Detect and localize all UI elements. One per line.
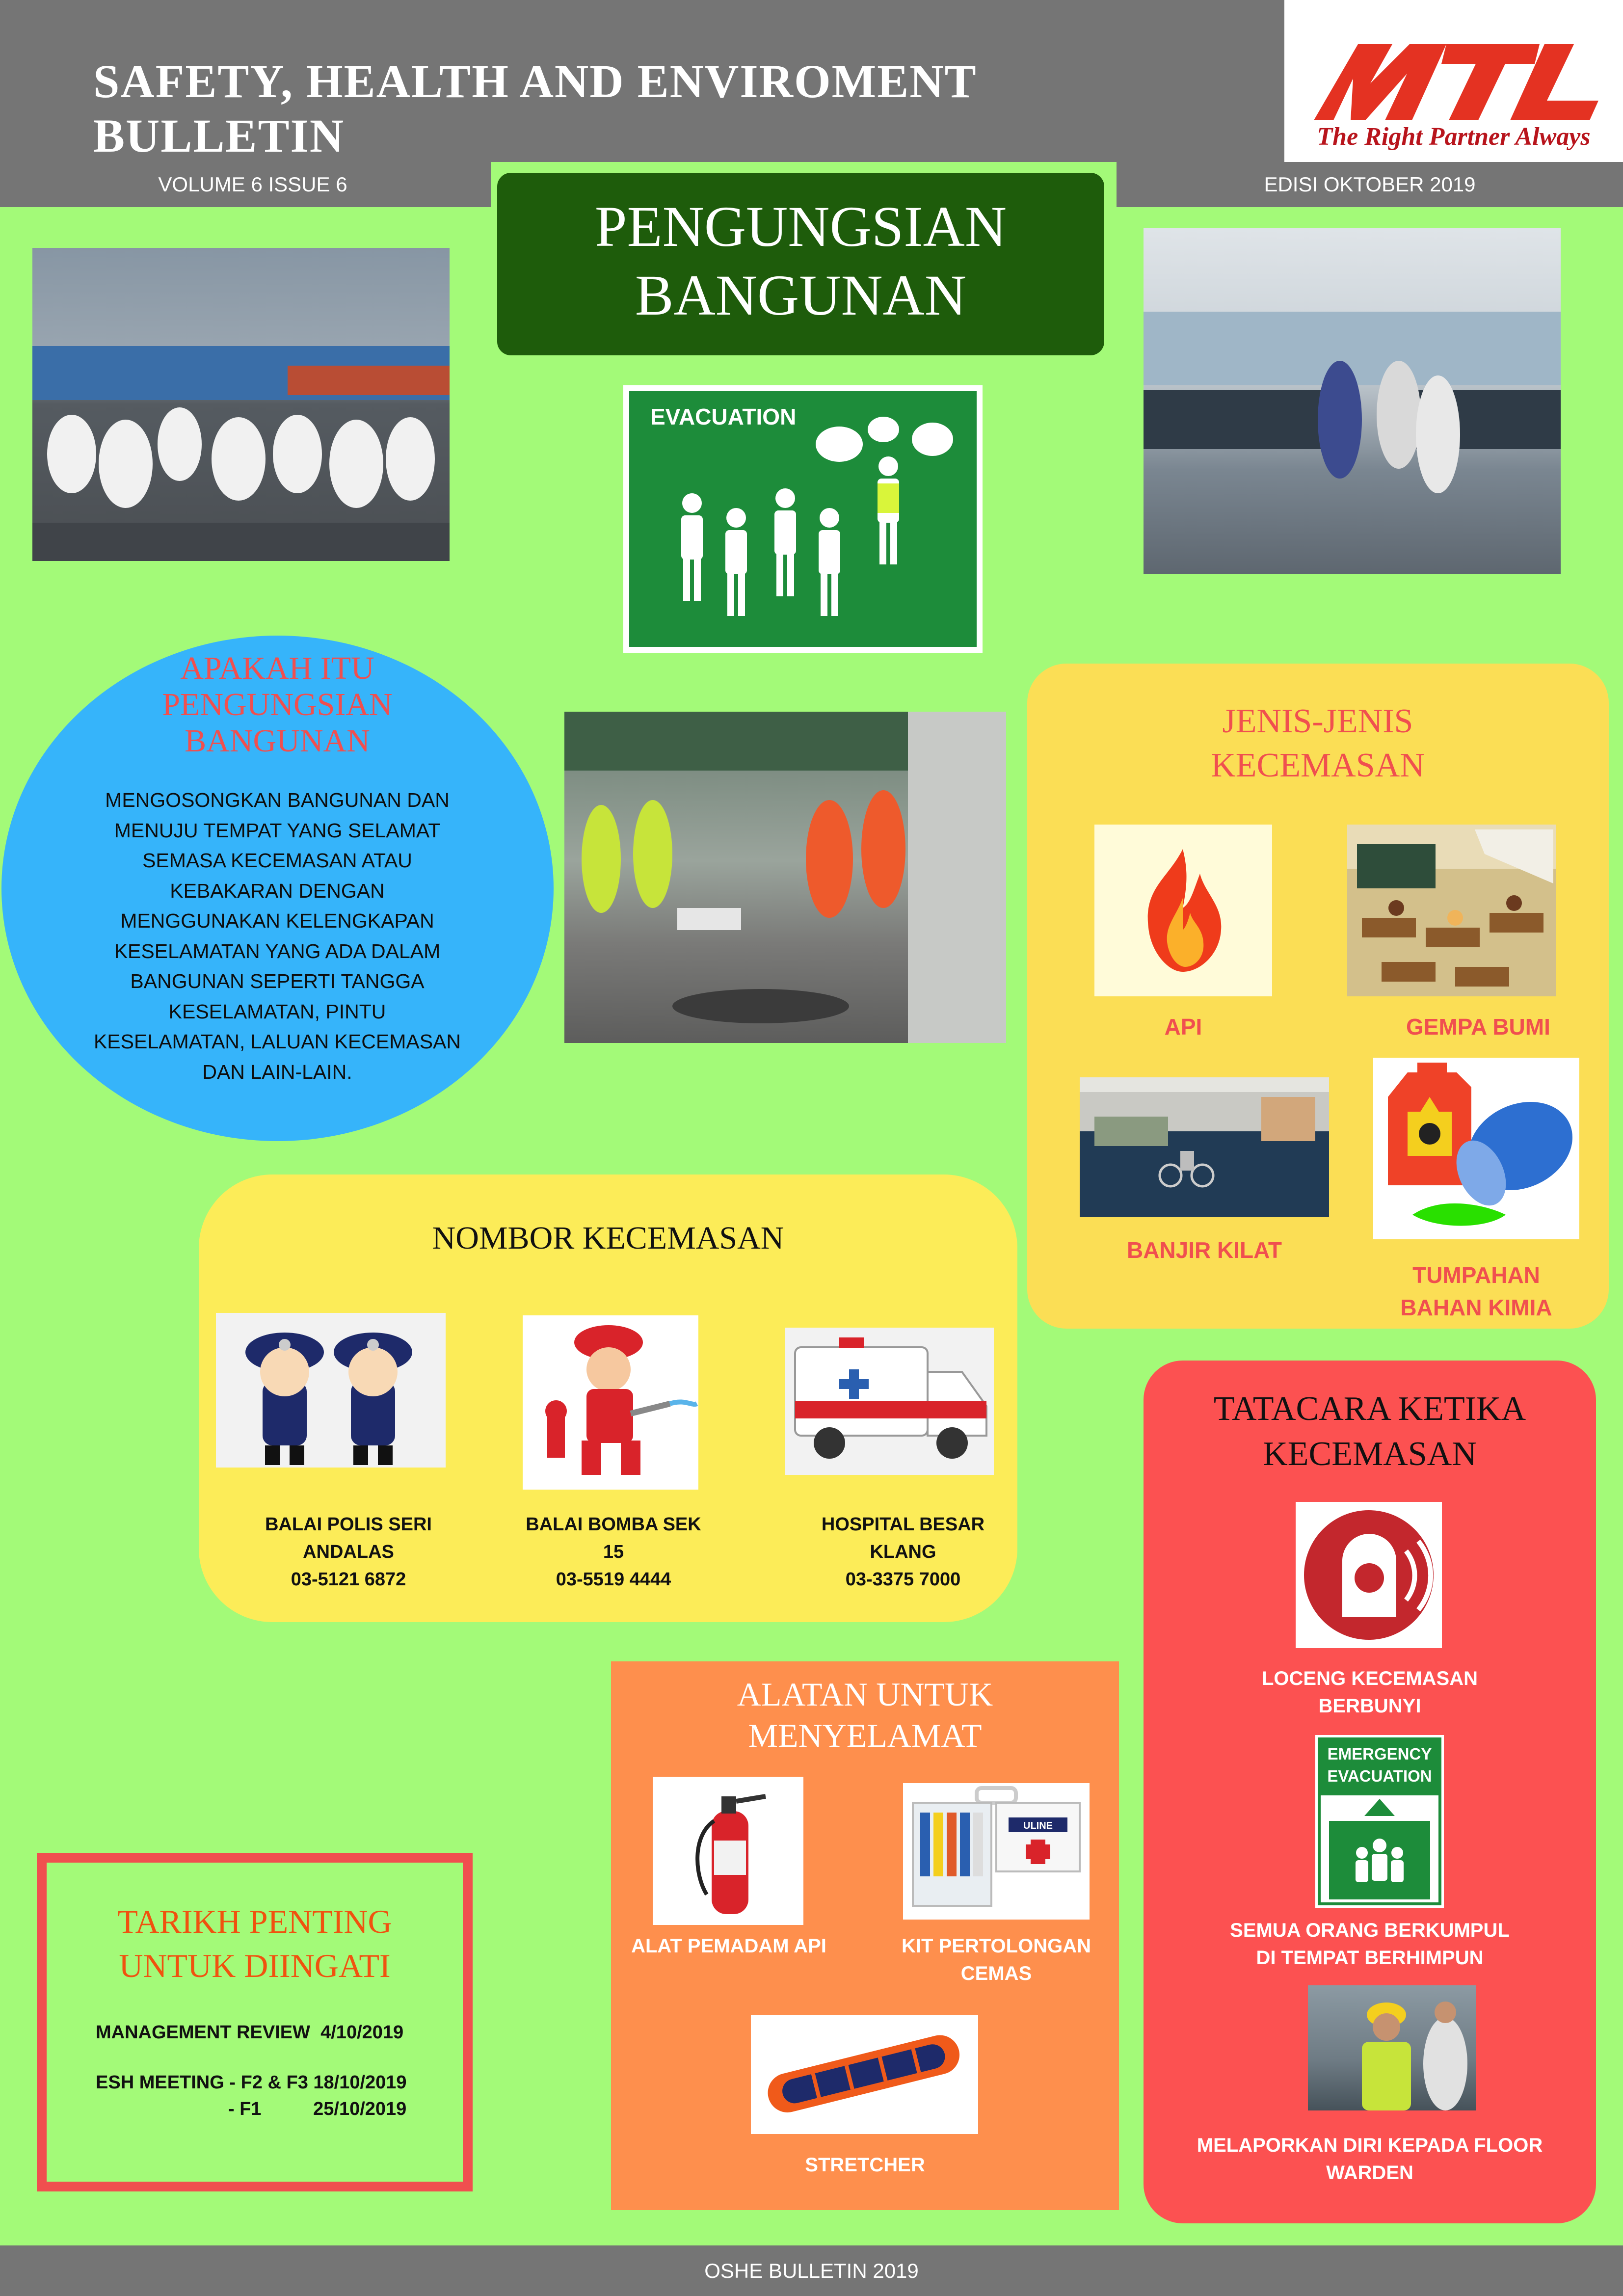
svg-text:ULINE: ULINE xyxy=(1023,1820,1053,1831)
volume-label: VOLUME 6 ISSUE 6 xyxy=(158,173,347,196)
office-drill-photo xyxy=(1144,228,1561,574)
company-logo xyxy=(1284,0,1623,162)
step-assembly-line2: DI TEMPAT BERHIMPUN xyxy=(1256,1947,1484,1969)
procedure-heading-line1: TATACARA KETIKA xyxy=(1213,1390,1526,1428)
svg-text:EVACUATION: EVACUATION xyxy=(650,404,797,429)
flood-icon xyxy=(1080,1077,1329,1217)
hospital-name-line2: KLANG xyxy=(870,1542,936,1562)
fire-extinguisher-icon xyxy=(653,1777,803,1925)
definition-line: KESELAMATAN, PINTU xyxy=(168,1000,386,1023)
step-alarm-line1: LOCENG KECEMASAN xyxy=(1261,1668,1478,1689)
important-dates-row1: MANAGEMENT REVIEW 4/10/2019 xyxy=(96,2022,404,2043)
rescue-tools-heading-line1: ALATAN UNTUK xyxy=(737,1676,993,1713)
definition-line: DAN LAIN-LAIN. xyxy=(202,1060,352,1083)
volume-bar xyxy=(0,162,491,207)
step-assembly-caption xyxy=(1144,1917,1596,1972)
police-contact xyxy=(245,1511,452,1593)
fire-station-contact xyxy=(510,1511,717,1593)
definition-heading-line2: PENGUNGSIAN xyxy=(162,687,393,722)
police-name-line1: BALAI POLIS SERI xyxy=(265,1514,432,1535)
rescue-tools-heading-line2: MENYELAMAT xyxy=(748,1717,982,1754)
tool-stretcher-label: STRETCHER xyxy=(805,2154,925,2176)
definition-heading xyxy=(98,650,456,759)
alarm-bell-icon xyxy=(1296,1502,1442,1648)
tool-first-aid-line2: CEMAS xyxy=(960,1963,1032,1984)
type-fire-label: API xyxy=(1164,1014,1202,1040)
important-dates-heading xyxy=(37,1899,473,1988)
emergency-types-heading xyxy=(1090,699,1546,788)
footer-text: OSHE BULLETIN 2019 xyxy=(704,2259,919,2282)
definition-line: KEBAKARAN DENGAN xyxy=(170,879,385,902)
assembly-photo xyxy=(32,248,450,561)
warden-photo xyxy=(1308,1985,1476,2110)
first-aid-kit-icon xyxy=(903,1783,1090,1920)
type-flood-label: BANJIR KILAT xyxy=(1126,1237,1282,1263)
bulletin-title: SAFETY, HEALTH AND ENVIROMENT BULLETIN xyxy=(93,55,976,162)
evacuation-sign xyxy=(623,385,983,653)
type-chemical-label xyxy=(1373,1259,1579,1324)
emergency-numbers-heading: NOMBOR KECEMASAN xyxy=(432,1220,784,1256)
rescue-tools-heading xyxy=(611,1674,1119,1756)
definition-line: MENGOSONGKAN BANGUNAN DAN xyxy=(105,789,450,811)
firefighter-icon xyxy=(523,1315,698,1490)
type-chemical-label-line2: BAHAN KIMIA xyxy=(1400,1295,1552,1320)
edition-bar xyxy=(1117,162,1623,207)
fire-icon xyxy=(1094,825,1272,996)
emergency-types-heading-line1: JENIS-JENIS xyxy=(1222,702,1413,740)
svg-text:EVACUATION: EVACUATION xyxy=(1327,1767,1432,1785)
fire-station-phone: 03-5519 4444 xyxy=(556,1569,671,1590)
police-phone: 03-5121 6872 xyxy=(291,1569,406,1590)
definition-body xyxy=(49,785,506,1087)
step-report-caption xyxy=(1144,2132,1596,2187)
step-alarm-line2: BERBUNYI xyxy=(1318,1695,1421,1717)
definition-line: BANGUNAN SEPERTI TANGGA xyxy=(130,970,425,992)
earthquake-icon xyxy=(1347,825,1556,996)
hospital-name-line1: HOSPITAL BESAR xyxy=(821,1514,985,1535)
main-title-line1: PENGUNGSIAN xyxy=(594,194,1007,259)
definition-line: KESELAMATAN, LALUAN KECEMASAN xyxy=(93,1030,461,1053)
definition-line: KESELAMATAN YANG ADA DALAM xyxy=(114,939,441,962)
assembly-point-sign xyxy=(1315,1735,1444,1908)
edition-label: EDISI OKTOBER 2019 xyxy=(1264,173,1476,196)
fire-station-name-line2: 15 xyxy=(603,1542,624,1562)
step-report-line2: WARDEN xyxy=(1326,2162,1413,2184)
procedure-heading xyxy=(1144,1387,1596,1477)
important-dates-heading-line2: UNTUK DIINGATI xyxy=(119,1947,391,1984)
first-aid-drill-photo xyxy=(564,712,1006,1043)
definition-line: MENGGUNAKAN KELENGKAPAN xyxy=(120,909,434,932)
definition-line: SEMASA KECEMASAN ATAU xyxy=(142,849,412,872)
police-name-line2: ANDALAS xyxy=(303,1542,394,1562)
tool-first-aid-line1: KIT PERTOLONGAN xyxy=(902,1935,1091,1957)
tool-first-aid-label xyxy=(883,1932,1109,1987)
police-icon xyxy=(216,1313,446,1468)
hospital-phone: 03-3375 7000 xyxy=(845,1569,961,1590)
important-dates-heading-line1: TARIKH PENTING xyxy=(117,1903,392,1940)
type-chemical-label-line1: TUMPAHAN xyxy=(1412,1262,1540,1288)
step-assembly-line1: SEMUA ORANG BERKUMPUL xyxy=(1230,1920,1510,1941)
important-dates-row3: - F1 25/10/2019 xyxy=(228,2099,407,2119)
hospital-contact xyxy=(800,1511,1006,1593)
emergency-types-heading-line2: KECEMASAN xyxy=(1211,747,1425,784)
tool-extinguisher-label: ALAT PEMADAM API xyxy=(631,1935,826,1957)
footer-bar xyxy=(0,2245,1623,2296)
procedure-heading-line2: KECEMASAN xyxy=(1263,1435,1477,1473)
step-report-line1: MELAPORKAN DIRI KEPADA FLOOR xyxy=(1197,2135,1543,2156)
definition-line: MENUJU TEMPAT YANG SELAMAT xyxy=(114,819,441,842)
main-title-line2: BANGUNAN xyxy=(635,263,967,327)
fire-station-name-line1: BALAI BOMBA SEK xyxy=(526,1514,701,1535)
chemical-spill-icon xyxy=(1373,1058,1579,1239)
definition-heading-line1: APAKAH ITU xyxy=(180,650,374,686)
definition-heading-line3: BANGUNAN xyxy=(185,723,370,759)
svg-text:The Right Partner Always: The Right Partner Always xyxy=(1317,123,1591,151)
main-title-box xyxy=(497,173,1104,355)
svg-text:EMERGENCY: EMERGENCY xyxy=(1327,1745,1432,1763)
important-dates-row2: ESH MEETING - F2 & F3 18/10/2019 xyxy=(96,2072,407,2093)
stretcher-icon xyxy=(751,2015,978,2134)
type-earthquake-label: GEMPA BUMI xyxy=(1406,1014,1550,1040)
step-alarm-caption xyxy=(1144,1665,1596,1720)
ambulance-icon xyxy=(785,1328,994,1475)
